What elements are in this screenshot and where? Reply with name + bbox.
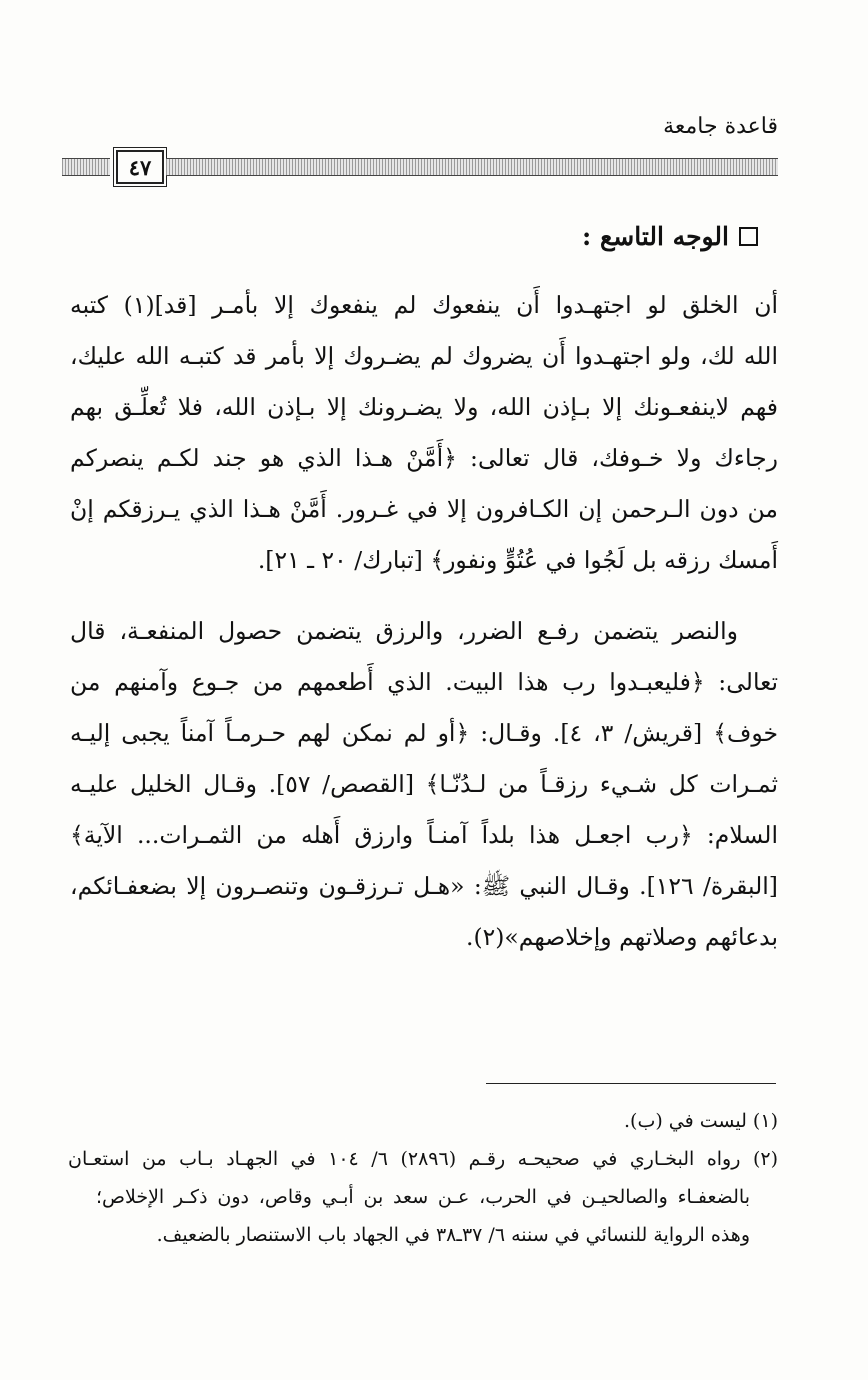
section-heading-text: الوجه التاسع :: [582, 222, 729, 251]
page-number: ٤٧: [116, 150, 164, 184]
paragraph-1: [70, 280, 778, 586]
text-line: [البقرة/ ١٢٦]. وقـال النبي ﷺ: «هـل تـرزقـون وتنصـرون إلا بضعفـائكم،: [70, 871, 778, 900]
text-line: أن الخلق لو اجتهـدوا أَن ينفعوك لم ينفعوك إلا بأمـر [قد](١) كتبه: [70, 290, 778, 319]
square-bullet-icon: [739, 227, 758, 246]
running-title: قاعدة جامعة: [663, 114, 778, 139]
footnote-1: (١) ليست في (ب).: [624, 1110, 778, 1132]
section-heading: [582, 222, 758, 251]
footnote-2-line: وهذه الرواية للنسائي في سننه ٦/ ٣٧ـ٣٨ في الجهاد باب الاستنصار بالضعيف.: [156, 1224, 750, 1246]
text-line: السلام: ﴿رب اجعـل هذا بلداً آمنـاً وارزق أَهله من الثمـرات... الآية﴾: [70, 820, 778, 849]
header-rule: [62, 150, 778, 182]
footnote-separator: [486, 1083, 776, 1084]
text-line: رجاءك ولا خـوفك، قال تعالى: ﴿أَمَّنْ هـذا الذي هو جند لكـم ينصركم: [70, 443, 778, 472]
footnotes: [68, 1102, 778, 1254]
header-ornament-left: [62, 158, 110, 176]
text-line: خوف﴾ [قريش/ ٣، ٤]. وقـال: ﴿أو لم نمكن لهم حـرمـاً آمناً يجبى إليـه: [70, 718, 778, 747]
text-line: والنصر يتضمن رفـع الضرر، والرزق يتضمن حصول المنفعـة، قال: [70, 616, 738, 645]
text-line: ثمـرات كل شـيء رزقـاً من لـدُنّـا﴾ [القصص/ ٥٧]. وقـال الخليل عليـه: [70, 769, 779, 798]
text-line: بدعائهم وصلاتهم وإخلاصهم»(٢).: [465, 922, 778, 951]
header-ornament-right: [166, 158, 778, 176]
text-line: فهم لاينفعـونك إلا بـإذن الله، ولا يضـرونك إلا بـإذن الله، فلا تُعلِّـق بهم: [70, 392, 778, 421]
footnote-2-line: بالضعفـاء والصالحيـن في الحرب، عـن سعد بن أبـي وقاص، دون ذكـر الإخلاص؛: [96, 1186, 750, 1208]
text-line: تعالى: ﴿فليعبـدوا رب هذا البيت. الذي أَطعمهم من جـوع وآمنهم من: [70, 667, 778, 696]
footnote-2-line: (٢) رواه البخـاري في صحيحـه رقـم (٢٨٩٦) ٦/ ١٠٤ في الجهـاد بـاب من استعـان: [68, 1148, 779, 1170]
text-line: أَمسك رزقه بل لَجُوا في عُتُوٍّ ونفور﴾ [تبارك/ ٢٠ ـ ٢١].: [257, 545, 778, 574]
text-line: الله لك، ولو اجتهـدوا أَن يضروك لم يضـروك إلا بأمر قد كتبـه الله عليك،: [70, 341, 778, 370]
text-line: من دون الـرحمن إن الكـافرون إلا في غـرور. أَمَّنْ هـذا الذي يـرزقكم إنْ: [70, 494, 778, 523]
paragraph-2: [70, 606, 778, 963]
